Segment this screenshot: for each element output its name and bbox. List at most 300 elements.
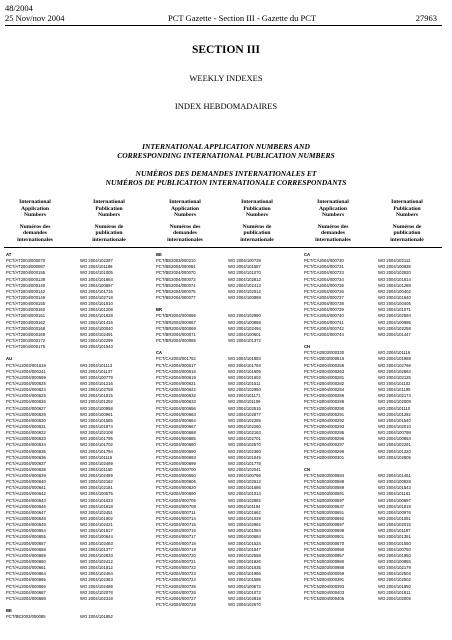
column-header-line: Numéros de: [242, 223, 272, 230]
publication-number: WO 2004/100855: [378, 559, 411, 565]
application-number: PCT/CN2003/000950: [304, 546, 345, 552]
application-number: PCT/AU2004/000647: [6, 509, 46, 515]
application-number-column: [156, 252, 196, 608]
application-number: PCT/AU2004/000626: [6, 399, 46, 405]
column-header-line: International: [169, 199, 201, 205]
publication-number: WO 2004/100040: [80, 325, 113, 331]
publication-number: WO 2004/102112: [378, 258, 411, 264]
publication-number: WO 2004/101686: [228, 485, 261, 491]
application-number: PCT/CN2003/000801: [304, 534, 345, 540]
publication-number: WO 2004/101084: [228, 528, 261, 534]
application-number: PCT/CA2004/000656: [156, 405, 196, 411]
column-header-line: Numbers: [173, 212, 197, 218]
application-number: PCT/CN2003/000957: [304, 552, 345, 558]
application-number: PCT/AT2004/000168: [6, 325, 46, 331]
publication-number: WO 2004/102287: [80, 258, 113, 264]
column-header-line: publication: [393, 230, 421, 236]
application-number: PCT/AU2004/000625: [6, 380, 46, 386]
application-number: PCT/CN2003/000591: [304, 491, 345, 497]
publication-number: WO 2004/101511: [228, 380, 261, 386]
column-header-line: internationales: [167, 236, 203, 243]
application-number: PCT/CA2004/000632: [156, 393, 196, 399]
column-header-line: internationale: [92, 236, 126, 243]
publication-number: WO 2004/102701: [228, 436, 261, 442]
publication-number: WO 2004/102877: [228, 411, 261, 417]
column-header-line: International: [391, 199, 423, 205]
publication-number: WO 2004/101372: [228, 337, 261, 343]
application-number: PCT/BR2004/000067: [156, 319, 196, 325]
publication-number: WO 2004/100575: [80, 491, 113, 497]
application-number: PCT/AU2004/000657: [6, 540, 46, 546]
publication-number: WO 2004/102009: [378, 399, 411, 405]
application-number: PCT/CA2004/000728: [156, 602, 196, 608]
publication-number: WO 2004/101014: [228, 491, 261, 497]
publication-number: WO 2004/101884: [80, 276, 113, 282]
publication-number: WO 2004/100672: [228, 583, 261, 589]
application-number: PCT/CA2004/000725: [156, 583, 196, 589]
publication-number: WO 2004/102882: [228, 497, 261, 503]
application-number: PCT/AU2004/000642: [6, 491, 46, 497]
column-header-line: Numbers: [23, 212, 47, 218]
french-table-title: [0, 169, 452, 187]
application-number: PCT/CA2004/000731: [304, 264, 344, 270]
issue-number: 48/2004: [5, 3, 33, 13]
column-header-line: Numéros des: [317, 223, 349, 230]
application-number: PCT/CH2004/000288: [304, 399, 345, 405]
application-number: PCT/BR2004/000071: [156, 331, 196, 337]
application-number-column: [6, 252, 46, 620]
application-number: PCT/AT2004/000087: [6, 264, 46, 270]
publication-number: WO 2004/102360: [228, 448, 261, 454]
publication-number: WO 2004/100601: [228, 331, 261, 337]
publication-number: WO 2004/101847: [228, 546, 261, 552]
application-number: PCT/AU2004/000658: [6, 546, 46, 552]
publication-number: WO 2004/102005: [378, 595, 411, 601]
application-number: PCT/CA2004/000741: [304, 319, 344, 325]
column-header: [378, 199, 436, 243]
application-number: PCT/AU2004/000569: [6, 374, 46, 380]
application-number: PCT/AU2004/000637: [6, 460, 46, 466]
publication-number: WO 2004/100766: [228, 473, 261, 479]
application-number: PCT/CA2004/000744: [304, 331, 344, 337]
column-header-english: [304, 199, 362, 219]
application-number: PCT/CN2003/000637: [304, 503, 345, 509]
english-title-line: CORRESPONDING INTERNATIONAL PUBLICATION NUMBERS: [117, 151, 335, 160]
publication-number: WO 2004/102181: [80, 485, 113, 491]
publication-number: WO 2004/100928: [378, 479, 411, 485]
application-number: PCT/AU2004/000634: [6, 442, 46, 448]
publication-number: WO 2004/100961: [80, 411, 113, 417]
publication-number: WO 2004/102950: [228, 387, 261, 393]
publication-number: WO 2004/101950: [378, 552, 411, 558]
publication-number: WO 2004/101115: [80, 454, 113, 460]
column-header: [156, 199, 214, 243]
publication-number: WO 2004/102421: [80, 522, 113, 528]
application-number: PCT/AT2004/000140: [6, 282, 46, 288]
publication-number: WO 2004/101883: [228, 356, 261, 362]
application-number: PCT/AU2004/000641: [6, 485, 46, 491]
publication-number: WO 2004/101778: [228, 460, 261, 466]
application-number: PCT/AU2004/000624: [6, 387, 46, 393]
application-number: PCT/AU2004/000631: [6, 423, 46, 429]
column-header-line: internationales: [315, 236, 351, 243]
application-number: PCT/CA2004/000722: [156, 565, 196, 571]
application-number: PCT/AU2004/000632: [6, 430, 46, 436]
column-header-line: International: [241, 199, 273, 205]
publication-number: WO 2004/100405: [378, 301, 411, 307]
application-number: PCT/CH2004/000281: [304, 374, 345, 380]
application-number: PCT/CH2004/000290: [304, 405, 345, 411]
application-number: PCT/BE2003/000210: [156, 258, 196, 264]
publication-number: WO 2004/101585: [228, 577, 261, 583]
application-number: PCT/AT2004/000070: [6, 258, 46, 264]
application-number: PCT/AU2004/000667: [6, 589, 46, 595]
application-number: PCT/AT2004/000175: [6, 344, 46, 350]
publication-number: WO 2004/100958: [80, 405, 113, 411]
publication-number: WO 2004/101106: [228, 399, 261, 405]
publication-number: WO 2004/101794: [228, 362, 261, 368]
application-number: PCT/CA2004/000716: [156, 528, 196, 534]
section-title: SECTION III: [191, 44, 261, 56]
publication-number: WO 2004/102718: [80, 294, 113, 300]
publication-number: WO 2004/101005: [80, 270, 113, 276]
publication-number-column: [80, 252, 113, 620]
publication-number: WO 2004/101110: [378, 405, 411, 411]
issue-header: [5, 3, 65, 23]
page-number: 27963: [415, 13, 437, 23]
application-number: PCT/AU2004/000654: [6, 528, 46, 534]
publication-number-column: [378, 252, 411, 602]
publication-number: WO 2004/101071: [378, 307, 411, 313]
publication-number: WO 2004/100869: [228, 319, 261, 325]
publication-number: WO 2004/101051: [378, 516, 411, 522]
publication-number: WO 2004/101415: [80, 319, 113, 325]
publication-number: WO 2004/100644: [80, 534, 113, 540]
application-number: PCT/AU2004/000625: [6, 393, 46, 399]
application-number: PCT/CN2004/000403: [304, 589, 345, 595]
publication-number: WO 2004/102488: [80, 583, 113, 589]
publication-number: WO 2004/101194: [228, 503, 261, 509]
application-number: PCT/CN2004/000059: [304, 571, 345, 577]
publication-number: WO 2004/100697: [378, 497, 411, 503]
application-number: PCT/CA2004/000714: [156, 516, 196, 522]
country-group-code: CA: [156, 350, 163, 356]
column-header-line: Application: [171, 205, 199, 212]
publication-number: WO 2004/101633: [80, 497, 113, 503]
application-number: PCT/CN2003/000870: [304, 540, 345, 546]
application-number: PCT/CH2003/000330: [304, 350, 345, 356]
application-number: PCT/CA2004/000617: [156, 362, 196, 368]
publication-number: WO 2004/101540: [378, 417, 411, 423]
publication-number: WO 2004/102412: [80, 559, 113, 565]
application-number: PCT/CA2004/000734: [304, 276, 344, 282]
country-group-code: CH: [304, 344, 311, 350]
application-number: PCT/AU2004/000639: [6, 473, 46, 479]
column-header-line: International: [19, 199, 51, 205]
publication-number: WO 2004/101320: [378, 448, 411, 454]
application-number: PCT/AU2004/000635: [6, 448, 46, 454]
country-group-code: CN: [304, 466, 311, 472]
application-number: PCT/CN2003/000651: [304, 509, 345, 515]
application-number: PCT/AU2004/000661: [6, 565, 46, 571]
application-number: PCT/CA2004/000724: [156, 577, 196, 583]
column-header-english: [378, 199, 436, 219]
publication-number: WO 2004/100869: [228, 294, 261, 300]
application-number: PCT/AT2004/000162: [6, 319, 46, 325]
publication-number: WO 2004/101814: [378, 276, 411, 282]
publication-number: WO 2004/100976: [378, 509, 411, 515]
publication-number: WO 2004/102260: [228, 423, 261, 429]
publication-number: WO 2004/101605: [228, 368, 261, 374]
publication-number: WO 2004/102451: [80, 509, 113, 515]
application-number: PCT/AT2004/000155: [6, 270, 46, 276]
application-number: PCT/CA2004/000723: [156, 571, 196, 577]
publication-number: WO 2004/102179: [378, 565, 411, 571]
column-header-line: internationales: [17, 236, 53, 243]
column-header-line: internationale: [240, 236, 274, 243]
column-header-line: Application: [319, 205, 347, 212]
publication-number: WO 2004/100739: [228, 258, 261, 264]
application-number: PCT/BE2004/000074: [156, 282, 196, 288]
publication-number: WO 2004/101208: [80, 307, 113, 313]
application-number: PCT/CA2004/000727: [156, 595, 196, 601]
publication-number: WO 2004/102491: [80, 331, 113, 337]
publication-number: WO 2004/102125: [378, 374, 411, 380]
application-number: PCT/CA2003/001752: [156, 356, 196, 362]
application-number: PCT/CN2003/000980: [304, 559, 345, 565]
publication-number: WO 2004/101968: [378, 356, 411, 362]
column-header-line: Publication: [243, 205, 271, 212]
index-hebdomadaires-title: INDEX HEBDOMADAIRES: [174, 101, 278, 111]
publication-number: WO 2004/101116: [378, 350, 411, 356]
publication-number: WO 2004/102664: [378, 368, 411, 374]
column-header-line: demandes: [321, 230, 345, 236]
application-number: PCT/CA2004/000664: [156, 417, 196, 423]
application-number: PCT/CA2004/000720: [156, 552, 196, 558]
publication-number: WO 2004/100697: [80, 282, 113, 288]
publication-number: WO 2004/102494: [228, 325, 261, 331]
publication-number: WO 2004/102174: [378, 393, 411, 399]
publication-number: WO 2004/102570: [228, 442, 261, 448]
application-number: PCT/CA2004/000680: [156, 442, 196, 448]
publication-number: WO 2004/102012: [228, 288, 261, 294]
application-number: PCT/CA2004/000739: [304, 307, 344, 313]
publication-number: WO 2004/102015: [378, 522, 411, 528]
english-title-line: INTERNATIONAL APPLICATION NUMBERS AND: [142, 142, 310, 151]
application-number: PCT/AT2004/000149: [6, 294, 46, 300]
column-header-french: [304, 224, 362, 244]
publication-number: WO 2004/102990: [228, 313, 261, 319]
application-number: PCT/AU2004/000629: [6, 411, 46, 417]
application-number: PCT/CA2004/000742: [304, 325, 344, 331]
publication-number: WO 2004/101902: [80, 516, 113, 522]
application-number: PCT/CA2004/000705: [156, 497, 196, 503]
publication-number: WO 2004/101282: [378, 411, 411, 417]
column-header: [304, 199, 362, 243]
application-number: PCT/CN2003/000597: [304, 497, 345, 503]
column-header-french: [228, 224, 286, 244]
application-number: PCT/CA2004/000718: [156, 540, 196, 546]
publication-number: WO 2004/101029: [228, 516, 261, 522]
country-group-code: CA: [304, 252, 311, 257]
publication-number: WO 2004/102469: [80, 460, 113, 466]
application-number: PCT/CH2004/000297: [304, 442, 345, 448]
publication-number: WO 2004/101602: [228, 374, 261, 380]
publication-number: WO 2004/101195: [378, 387, 411, 393]
application-number: PCT/CA2004/000711: [156, 509, 196, 515]
application-number: PCT/CA2004/000663: [156, 411, 196, 417]
column-header: [6, 199, 64, 243]
application-number: PCT/CH2004/000291: [304, 411, 345, 417]
publication-number: WO 2004/101197: [378, 528, 411, 534]
application-number: PCT/CN2004/000391: [304, 577, 345, 583]
application-number: PCT/CA2004/000621: [156, 380, 196, 386]
publication-number: WO 2004/101812: [80, 565, 113, 571]
application-number: PCT/BR2004/000085: [156, 337, 196, 343]
application-number: PCT/CN2003/000589: [304, 485, 345, 491]
publication-number: WO 2004/102291: [378, 442, 411, 448]
application-number: PCT/AT2004/000161: [6, 313, 46, 319]
application-number: PCT/AU2004/000627: [6, 405, 46, 411]
application-number: PCT/AU2004/000649: [6, 522, 46, 528]
publication-number: WO 2004/102515: [228, 405, 261, 411]
publication-number: WO 2004/101447: [378, 331, 411, 337]
application-number: PCT/CA2004/000606: [156, 479, 196, 485]
publication-number: WO 2004/101662: [228, 509, 261, 515]
publication-number: WO 2004/101795: [80, 436, 113, 442]
application-number: PCT/AU2004/000638: [6, 466, 46, 472]
application-number: PCT/AU2004/000630: [6, 417, 46, 423]
application-number: PCT/BR2004/000066: [156, 313, 196, 319]
column-header-french: [80, 224, 138, 244]
column-header-line: International: [93, 199, 125, 205]
application-number: PCT/AT2004/000169: [6, 331, 46, 337]
publication-number: WO 2004/102108: [80, 430, 113, 436]
publication-number: WO 2004/101826: [228, 559, 261, 565]
publication-number: WO 2004/101102: [378, 380, 411, 386]
publication-number: WO 2004/102818: [228, 595, 261, 601]
application-number: PCT/CH2004/000301: [304, 454, 345, 460]
application-number: PCT/CA2004/000717: [156, 534, 196, 540]
column-header-english: [228, 199, 286, 219]
publication-number: WO 2004/100798: [378, 430, 411, 436]
publication-number: WO 2004/102502: [378, 577, 411, 583]
application-number: PCT/BE2004/000070: [156, 270, 196, 276]
country-group-code: BE: [6, 608, 12, 614]
publication-number: WO 2004/101137: [80, 368, 113, 374]
application-number: PCT/CA2004/000633: [156, 399, 196, 405]
column-header-line: internationale: [390, 236, 424, 243]
column-header-line: Publication: [95, 205, 123, 212]
publication-number: WO 2004/102463: [80, 540, 113, 546]
publication-number: WO 2004/101288: [378, 282, 411, 288]
application-number: PCT/AU2003/001618: [6, 362, 46, 368]
french-title-line: NUMÉROS DES DEMANDES INTERNATIONALES ET: [135, 169, 317, 178]
publication-number: WO 2004/102041: [228, 466, 261, 472]
application-number: PCT/BE2003/000085: [6, 614, 46, 620]
application-number: PCT/CN2004/000393: [304, 583, 345, 589]
application-number: PCT/AU2004/000636: [6, 454, 46, 460]
application-number: PCT/CN2003/000584: [304, 473, 345, 479]
gazette-title: PCT Gazette - Section III - Gazette du PCT: [168, 13, 317, 23]
publication-number: WO 2004/102464: [80, 571, 113, 577]
application-number: PCT/CA2004/000619: [156, 374, 196, 380]
application-number: PCT/CH2004/000298: [304, 448, 345, 454]
publication-number: WO 2004/102766: [378, 362, 411, 368]
application-number: PCT/AU2004/000665: [6, 577, 46, 583]
publication-number: WO 2004/101828: [80, 313, 113, 319]
application-number: PCT/AT2004/000172: [6, 337, 46, 343]
column-header-line: Numbers: [395, 212, 419, 218]
publication-number: WO 2004/102833: [80, 552, 113, 558]
application-number: PCT/CA2004/000820: [156, 485, 196, 491]
application-number: PCT/CA2004/000618: [156, 368, 196, 374]
publication-number: WO 2004/102962: [228, 522, 261, 528]
application-number: PCT/CN2003/000588: [304, 479, 345, 485]
application-number: PCT/CN2004/000405: [304, 595, 345, 601]
application-number: PCT/BR2004/000069: [156, 325, 196, 331]
application-number: PCT/CA2004/000667: [156, 423, 196, 429]
country-group-code: AT: [6, 252, 12, 257]
application-number: PCT/CA2004/000719: [156, 546, 196, 552]
column-header-line: Numéros des: [19, 223, 51, 230]
table-header-rule: [4, 247, 442, 248]
publication-number: WO 2004/102299: [80, 337, 113, 343]
application-number: PCT/CA2004/000733: [304, 270, 344, 276]
application-number: PCT/CH2004/000282: [304, 380, 345, 386]
publication-number: WO 2004/100750: [378, 546, 411, 552]
publication-number: WO 2004/102010: [378, 423, 411, 429]
publication-number: WO 2004/101072: [228, 589, 261, 595]
publication-number: WO 2004/102162: [80, 479, 113, 485]
application-number: PCT/BE2004/000075: [156, 288, 196, 294]
publication-number: WO 2004/102513: [228, 479, 261, 485]
issue-date: 25 Nov/nov 2004: [5, 13, 65, 23]
publication-number: WO 2004/101587: [228, 264, 261, 270]
publication-number: WO 2004/102078: [80, 589, 113, 595]
application-number: PCT/CA2004/000708: [156, 503, 196, 509]
application-number: PCT/CA2004/000622: [156, 387, 196, 393]
application-number: PCT/BE2004/000077: [156, 294, 196, 300]
column-header-line: Numbers: [321, 212, 345, 218]
publication-number: WO 2004/101852: [80, 614, 113, 620]
application-number: PCT/AU2004/000645: [6, 503, 46, 509]
application-number: PCT/CA2004/000740: [304, 313, 344, 319]
column-header-line: publication: [243, 230, 271, 236]
column-header-line: Numbers: [245, 212, 269, 218]
application-number: PCT/AU2004/000648: [6, 516, 46, 522]
application-number: PCT/CA2004/000700: [156, 466, 196, 472]
application-number: PCT/AU2004/000660: [6, 559, 46, 565]
application-number: PCT/AU2004/000643: [6, 497, 46, 503]
publication-number: WO 2004/101150: [80, 466, 113, 472]
publication-number: WO 2004/102504: [378, 571, 411, 577]
publication-number: WO 2004/102258: [378, 325, 411, 331]
application-number: PCT/CH2004/000258: [304, 362, 345, 368]
application-number: PCT/AU2004/000241: [6, 368, 46, 374]
application-number: PCT/CH2004/000293: [304, 423, 345, 429]
publication-number: WO 2004/101252: [80, 399, 113, 405]
application-number: PCT/CA2004/000726: [156, 589, 196, 595]
publication-number: WO 2004/101451: [378, 473, 411, 479]
column-header-line: Numéros de: [392, 223, 422, 230]
weekly-indexes-title: WEEKLY INDEXES: [189, 73, 263, 83]
application-number: PCT/CA2004/000550: [156, 473, 196, 479]
column-header-line: Numbers: [97, 212, 121, 218]
publication-number: WO 2004/102363: [80, 577, 113, 583]
publication-number: WO 2004/102319: [80, 595, 113, 601]
publication-number: WO 2004/101070: [228, 270, 261, 276]
